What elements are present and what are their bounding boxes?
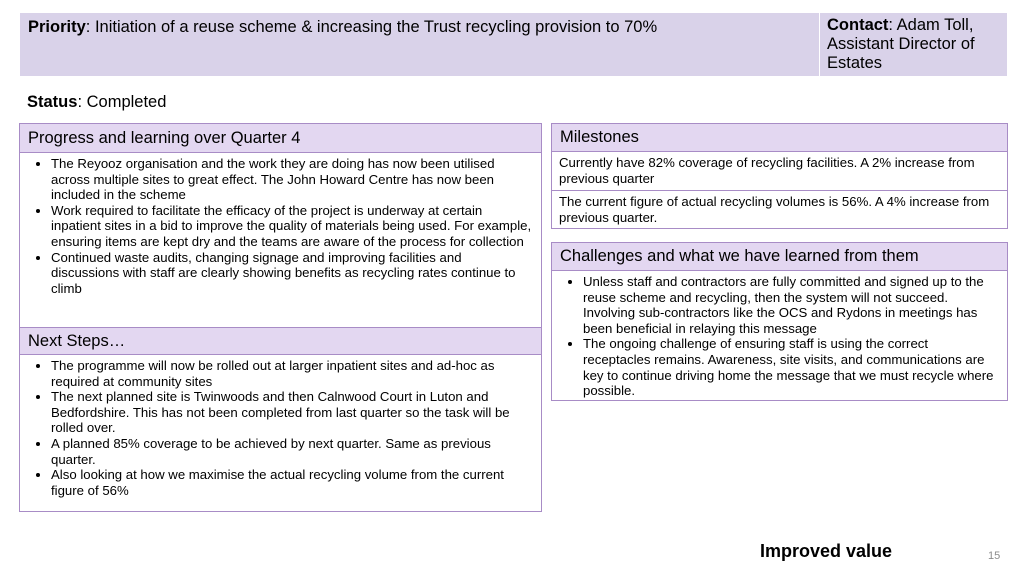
progress-title: Progress and learning over Quarter 4 xyxy=(20,124,541,153)
progress-list xyxy=(20,153,541,296)
list-item: • The next planned site is Twinwoods and then Calnwood Court in Luton and Bedfordshire. This has not been completed from last quarter so the task will be rolled over. xyxy=(51,389,533,436)
list-item: • The Reyooz organisation and the work they are doing has now been utilised across multiple sites to great effect. The John Howard Centre has now been included in the scheme xyxy=(51,156,533,203)
challenges-title: Challenges and what we have learned from them xyxy=(552,243,1007,271)
status-value: : Completed xyxy=(77,93,167,111)
contact-cell xyxy=(820,13,1007,76)
list-item: • The programme will now be rolled out at larger inpatient sites and ad-hoc as required at community sites xyxy=(51,358,533,389)
contact-label: Contact xyxy=(827,16,889,34)
contact-text: : Adam Toll, Assistant Director of Estates xyxy=(827,16,975,72)
list-item: • Continued waste audits, changing signage and improving facilities and discussions with staff are clearly showing benefits as recycling rates continue to climb xyxy=(51,250,533,297)
priority-label: Priority xyxy=(28,18,86,36)
header-table xyxy=(20,13,1007,76)
list-item: • Work required to facilitate the efficacy of the project is underway at certain inpatient sites in a bid to improve the quality of materials being used. For example, ensuring items are kept dry and the teams are aware of the process for collection xyxy=(51,203,533,250)
list-item: • The ongoing challenge of ensuring staff is using the correct receptacles remains. Awareness, site visits, and communications are key to continue driving home the message that we must recycle where possible. xyxy=(583,336,999,398)
next-steps-title: Next Steps… xyxy=(20,327,541,355)
list-item: • Unless staff and contractors are fully committed and signed up to the reuse scheme and recycling, then the system will not succeed. Involving sub-contractors like the OCS and Rydons in meetings has been beneficial in relaying this message xyxy=(583,274,999,336)
milestones-title: Milestones xyxy=(552,124,1007,152)
priority-cell xyxy=(20,13,819,76)
list-item: • A planned 85% coverage to be achieved by next quarter. Same as previous quarter. xyxy=(51,436,533,467)
priority-text: : Initiation of a reuse scheme & increasing the Trust recycling provision to 70% xyxy=(85,18,658,36)
page-number: 15 xyxy=(988,550,1001,562)
list-item: • Also looking at how we maximise the actual recycling volume from the current figure of 56% xyxy=(51,467,533,498)
milestone-row: The current figure of actual recycling volumes is 56%. A 4% increase from previous quarter. xyxy=(552,190,1007,228)
progress-body xyxy=(20,153,541,327)
improved-value-label: Improved value xyxy=(760,541,893,561)
milestones-panel xyxy=(551,123,1008,229)
status-line xyxy=(27,93,166,112)
milestone-row: Currently have 82% coverage of recycling facilities. A 2% increase from previous quarter xyxy=(559,155,975,186)
status-label: Status xyxy=(27,93,78,111)
challenges-panel xyxy=(551,242,1008,401)
next-steps-list xyxy=(20,355,541,498)
challenges-list xyxy=(552,271,1007,399)
progress-panel xyxy=(19,123,542,512)
